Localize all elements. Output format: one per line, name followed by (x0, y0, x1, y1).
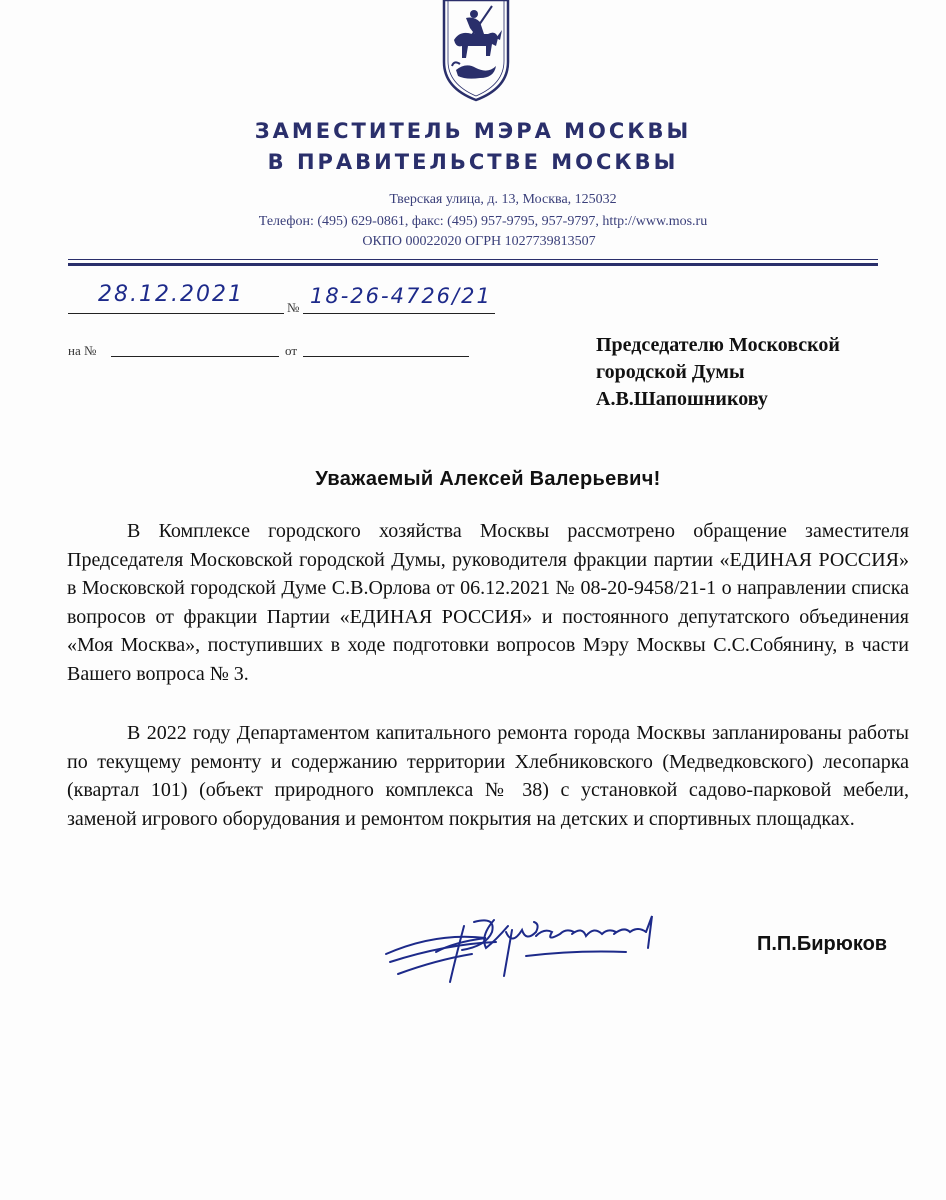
signer-name: П.П.Бирюков (757, 933, 888, 955)
body-paragraph-1: В Комплексе городского хозяйства Москвы рассмотрено обращение заместителя Председателя Московской городской Думы, руководителя фракции партии «ЕДИНАЯ РОССИЯ» в Московской городской Думе С.В.Орлова от 06.12.2021 № 08-20-9458/21-1 о направлении списка вопросов от фракции Партии «ЕДИНАЯ РОССИЯ» и постоянного депутатского объединения «Моя Москва», поступивших в ходе подготовки вопросов Мэру Москвы С.С.Собянину, в части Вашего вопроса № 3. (67, 520, 909, 685)
addressee-line2: городской Думы (596, 361, 745, 383)
reference-underline (111, 356, 279, 357)
number-underline (303, 313, 495, 314)
registration-date: 28.12.2021 (98, 282, 244, 307)
header-rule-thin (68, 259, 878, 260)
org-codes: ОКПО 00022020 ОГРН 1027739813507 (362, 234, 596, 249)
moscow-coat-of-arms-icon (436, 0, 516, 102)
handwritten-signature-icon (376, 896, 696, 996)
org-address: Тверская улица, д. 13, Москва, 125032 (389, 192, 617, 207)
body-paragraph-2: В 2022 году Департаментом капитального ремонта города Москвы запланированы работы по текущему ремонту и содержанию территории Хлебниковского (Медведковского) лесопарка (квартал 101) (объект природного комплекса № 38) с установкой садово-парковой мебели, заменой игрового оборудования и ремонтом покрытия на детских и спортивных площадках. (67, 722, 909, 830)
registration-number-label: № (287, 300, 300, 315)
reference-label: на № (68, 343, 97, 358)
header-rule-thick (68, 263, 878, 266)
date-underline (68, 313, 284, 314)
org-title-line1: ЗАМЕСТИТЕЛЬ МЭРА МОСКВЫ (254, 119, 692, 143)
registration-number: 18-26-4726/21 (310, 284, 492, 308)
reference-from-label: от (285, 343, 298, 358)
reference-from-underline (303, 356, 469, 357)
addressee-block (596, 332, 840, 413)
salutation: Уважаемый Алексей Валерьевич! (315, 468, 661, 490)
org-phones: Телефон: (495) 629-0861, факс: (495) 957-9795, 957-9797, http://www.mos.ru (258, 214, 708, 229)
addressee-line3: А.В.Шапошникову (596, 388, 768, 410)
addressee-line1: Председателю Московской (596, 334, 840, 356)
org-title-line2: В ПРАВИТЕЛЬСТВЕ МОСКВЫ (267, 150, 679, 174)
